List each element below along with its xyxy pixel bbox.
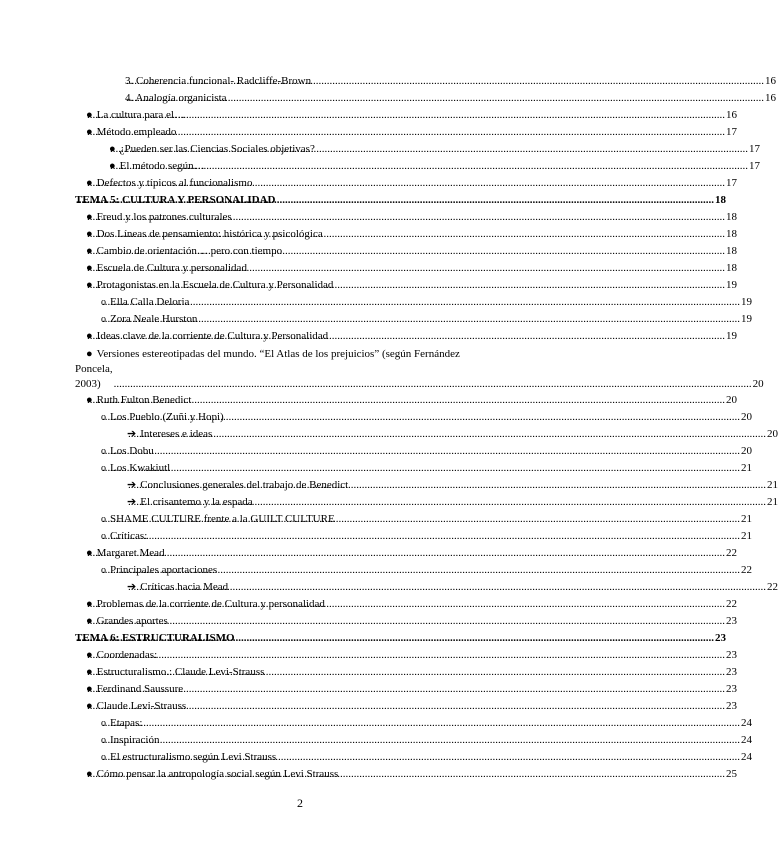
toc-page-number: 16 <box>765 75 776 87</box>
toc-entry[interactable] <box>75 243 737 260</box>
toc-page-number: 20 <box>741 411 752 423</box>
toc-entry[interactable] <box>75 596 737 613</box>
toc-entry[interactable] <box>75 158 760 175</box>
bullet-icon: ● <box>86 348 93 360</box>
toc-entry[interactable] <box>75 345 764 392</box>
toc-entry[interactable] <box>75 715 752 732</box>
dot-leader <box>102 311 740 328</box>
toc-page-number: 22 <box>767 581 778 593</box>
toc-page-number: 21 <box>741 530 752 542</box>
toc-page-number: 22 <box>726 547 737 559</box>
toc-entry-title: Freud y los patrones culturales <box>96 211 232 223</box>
bullet-icon: ● <box>86 279 93 291</box>
bullet-icon: ● <box>86 177 93 189</box>
dot-leader <box>87 698 725 715</box>
toc-entry[interactable] <box>75 562 752 579</box>
toc-entry-title: ¿Pueden ser las Ciencias Sociales objetivas? <box>119 143 315 155</box>
toc-entry-title: Ruth Fulton Benedict <box>96 394 192 406</box>
bullet-icon: ● <box>109 160 116 172</box>
dot-leader <box>128 426 766 443</box>
toc-entry-title: Cómo pensar la antropología social según Levi Strauss <box>96 768 339 780</box>
arrow-right-icon: ➔ <box>127 496 137 508</box>
toc-entry[interactable] <box>75 494 778 511</box>
toc-entry-title: Claude Levi-Strauss <box>96 700 187 712</box>
toc-page-number: 23 <box>726 666 737 678</box>
dot-leader <box>102 511 740 528</box>
toc-entry[interactable] <box>75 613 737 630</box>
toc-page-number: 24 <box>741 734 752 746</box>
toc-entry[interactable] <box>75 460 752 477</box>
toc-page-number: 17 <box>726 177 737 189</box>
circle-bullet-icon: o <box>101 565 106 576</box>
toc-entry[interactable] <box>75 141 760 158</box>
bullet-icon: ● <box>86 245 93 257</box>
dot-leader <box>76 630 714 647</box>
dot-leader <box>87 596 725 613</box>
toc-entry-title: Grandes aportes <box>96 615 168 627</box>
bullet-icon: ● <box>86 768 93 780</box>
dot-leader <box>87 392 725 409</box>
dot-leader <box>87 243 725 260</box>
toc-page-number: 21 <box>767 479 778 491</box>
toc-entry-title: La cultura para el… <box>96 109 185 121</box>
toc-page-number: 16 <box>765 92 776 104</box>
toc-entry-title: 4. Analogía organicista <box>125 92 227 104</box>
circle-bullet-icon: o <box>101 718 106 729</box>
dot-leader <box>87 209 725 226</box>
toc-entry[interactable] <box>75 311 752 328</box>
toc-page-number: 19 <box>741 313 752 325</box>
bullet-icon: ● <box>86 394 93 406</box>
dot-leader <box>128 477 766 494</box>
bullet-icon: ● <box>86 547 93 559</box>
toc-page-number: 20 <box>726 394 737 406</box>
toc-entry-title: Críticas hacia Mead <box>140 581 229 593</box>
toc-entry-title: Ferdinand Saussure <box>96 683 184 695</box>
toc-entry[interactable] <box>75 698 737 715</box>
toc-entry-title: Ideas clave de la corriente de Cultura y Personalidad <box>96 330 329 342</box>
dot-leader <box>87 681 725 698</box>
toc-page-number: 23 <box>726 649 737 661</box>
toc-entry-title-continued: Poncela, 2003) <box>75 363 113 390</box>
circle-bullet-icon: o <box>101 297 106 308</box>
toc-page-number: 17 <box>749 160 760 172</box>
dot-leader <box>76 192 714 209</box>
toc-entry[interactable] <box>75 732 752 749</box>
dot-leader <box>87 277 725 294</box>
toc-entry[interactable] <box>75 409 752 426</box>
dot-leader <box>87 647 725 664</box>
toc-entry[interactable] <box>75 277 737 294</box>
toc-entry[interactable] <box>75 426 778 443</box>
toc-entry[interactable] <box>75 73 776 90</box>
toc-entry-title: Los Kwakiutl <box>110 462 171 474</box>
toc-page-number: 23 <box>726 615 737 627</box>
toc-entry[interactable] <box>75 260 737 277</box>
arrow-right-icon: ➔ <box>127 581 137 593</box>
bullet-icon: ● <box>109 143 116 155</box>
arrow-right-icon: ➔ <box>127 428 137 440</box>
toc-page-number: 21 <box>741 513 752 525</box>
toc-page-number: 19 <box>726 279 737 291</box>
bullet-icon: ● <box>86 649 93 661</box>
toc-entry-title: Zora Neale Hurston <box>110 313 198 325</box>
toc-entry-title: Problemas de la corriente de Cultura y personalidad <box>96 598 325 610</box>
toc-entry-title: Estructuralismo.: Claude Levi-Strauss <box>96 666 265 678</box>
toc-page-number: 23 <box>726 700 737 712</box>
bullet-icon: ● <box>86 109 93 121</box>
dot-leader <box>87 545 725 562</box>
toc-entry[interactable] <box>75 392 737 409</box>
bullet-icon: ● <box>86 126 93 138</box>
dot-leader <box>87 175 725 192</box>
dot-leader <box>87 766 725 783</box>
dot-leader <box>102 749 740 766</box>
toc-entry[interactable] <box>75 90 776 107</box>
toc-entry[interactable] <box>75 192 726 209</box>
toc-entry-title: El estructuralismo según Levi Strauss <box>110 751 277 763</box>
toc-entry-title: TEMA 6: ESTRUCTURALISMO <box>75 632 235 644</box>
circle-bullet-icon: o <box>101 735 106 746</box>
bullet-icon: ● <box>86 262 93 274</box>
toc-entry-title: Protagonistas en la Escuela de Cultura y Personalidad <box>96 279 334 291</box>
toc-entry-title: SHAME CULTURE frente a la GUILT CULTURE <box>110 513 335 525</box>
toc-entry-title: Coordenadas: <box>96 649 158 661</box>
bullet-icon: ● <box>86 598 93 610</box>
toc-page-number: 24 <box>741 717 752 729</box>
bullet-icon: ● <box>86 615 93 627</box>
dot-leader <box>87 124 725 141</box>
toc-page-number: 21 <box>741 462 752 474</box>
bullet-icon: ● <box>86 228 93 240</box>
toc-page-number: 17 <box>726 126 737 138</box>
toc-entry[interactable] <box>75 664 737 681</box>
toc-entry-title: El método según… <box>119 160 205 172</box>
toc-page-number: 18 <box>715 194 726 206</box>
toc-page-number: 20 <box>741 445 752 457</box>
toc-page-number: 22 <box>741 564 752 576</box>
toc-entry-title: Margaret Mead <box>96 547 165 559</box>
toc-entry[interactable] <box>75 209 737 226</box>
bullet-icon: ● <box>86 330 93 342</box>
table-of-contents <box>75 73 778 783</box>
toc-entry[interactable] <box>75 647 737 664</box>
toc-page-number: 18 <box>726 228 737 240</box>
toc-page-number: 23 <box>726 683 737 695</box>
toc-entry-title: Defectos y típicos al funcionalismo <box>96 177 253 189</box>
toc-page-number: 18 <box>726 211 737 223</box>
toc-page-number: 18 <box>726 245 737 257</box>
toc-entry[interactable] <box>75 579 778 596</box>
toc-entry[interactable] <box>75 107 737 124</box>
toc-entry[interactable] <box>75 175 737 192</box>
toc-entry[interactable] <box>75 294 752 311</box>
toc-entry-title: Cambio de orientación… pero con tiempo <box>96 245 283 257</box>
toc-entry[interactable] <box>75 226 737 243</box>
bullet-icon: ● <box>86 666 93 678</box>
toc-entry[interactable] <box>75 477 778 494</box>
toc-entry-title: El crisantemo y la espada <box>140 496 253 508</box>
toc-page-number: 18 <box>726 262 737 274</box>
toc-entry-title: Etapas: <box>110 717 143 729</box>
dot-leader <box>87 107 725 124</box>
dot-leader <box>110 141 748 158</box>
circle-bullet-icon: o <box>101 463 106 474</box>
toc-page-number: 19 <box>726 330 737 342</box>
dot-leader <box>102 528 740 545</box>
dot-leader <box>102 715 740 732</box>
dot-leader <box>102 562 740 579</box>
bullet-icon: ● <box>86 700 93 712</box>
toc-entry[interactable] <box>75 511 752 528</box>
toc-entry-title: Principales aportaciones <box>110 564 218 576</box>
dot-leader <box>87 664 725 681</box>
toc-entry[interactable] <box>75 328 737 345</box>
dot-leader <box>102 443 740 460</box>
toc-entry[interactable] <box>75 443 752 460</box>
dot-leader <box>110 158 748 175</box>
dot-leader <box>102 409 740 426</box>
toc-entry[interactable] <box>75 528 752 545</box>
circle-bullet-icon: o <box>101 752 106 763</box>
toc-page-number: 23 <box>715 632 726 644</box>
toc-entry-title: Versiones estereotipadas del mundo. “El Atlas de los prejuicios” (según Fernández <box>96 348 460 360</box>
toc-page-number: 25 <box>726 768 737 780</box>
toc-page-number: 17 <box>749 143 760 155</box>
toc-entry-title: Escuela de Cultura y personalidad <box>96 262 247 274</box>
bullet-icon: ● <box>86 211 93 223</box>
page-number: 2 <box>297 796 303 810</box>
toc-entry[interactable] <box>75 749 752 766</box>
bullet-icon: ● <box>86 683 93 695</box>
dot-leader <box>128 579 766 596</box>
toc-entry[interactable] <box>75 681 737 698</box>
dot-leader <box>87 226 725 243</box>
circle-bullet-icon: o <box>101 314 106 325</box>
circle-bullet-icon: o <box>101 531 106 542</box>
toc-page-number: 19 <box>741 296 752 308</box>
toc-page-number: 21 <box>767 496 778 508</box>
toc-entry[interactable] <box>75 545 737 562</box>
dot-leader <box>87 260 725 277</box>
toc-entry-title: Conclusiones generales del trabajo de Benedict <box>140 479 349 491</box>
dot-leader <box>102 732 740 749</box>
toc-entry[interactable] <box>75 766 737 783</box>
toc-entry-title: Inspiración <box>110 734 160 746</box>
toc-entry-title: Ella Calla Deloria <box>110 296 190 308</box>
toc-page-number: 20 <box>767 428 778 440</box>
toc-entry-title: Intereses e ideas <box>140 428 213 440</box>
circle-bullet-icon: o <box>101 412 106 423</box>
dot-leader <box>128 494 766 511</box>
toc-entry-title: Los Pueblo (Zuñi y Hopi) <box>110 411 224 423</box>
dot-leader <box>114 377 752 392</box>
toc-page-number: 16 <box>726 109 737 121</box>
toc-page-number: 20 <box>752 378 764 390</box>
circle-bullet-icon: o <box>101 446 106 457</box>
toc-entry-title: 3. Coherencia funcional- Radcliffe-Brown <box>125 75 312 87</box>
dot-leader <box>87 328 725 345</box>
dot-leader <box>102 460 740 477</box>
dot-leader <box>87 613 725 630</box>
toc-entry-title: Método empleado <box>96 126 177 138</box>
circle-bullet-icon: o <box>101 514 106 525</box>
arrow-right-icon: ➔ <box>127 479 137 491</box>
toc-entry-title: Los Dobu <box>110 445 154 457</box>
toc-page-number: 24 <box>741 751 752 763</box>
dot-leader <box>102 294 740 311</box>
toc-entry[interactable] <box>75 124 737 141</box>
dot-leader <box>126 90 764 107</box>
toc-entry-title: Dos Líneas de pensamiento: histórica y psicológica <box>96 228 323 240</box>
toc-entry[interactable] <box>75 630 726 647</box>
dot-leader <box>126 73 764 90</box>
toc-page-number: 22 <box>726 598 737 610</box>
toc-entry-title: Críticas: <box>110 530 148 542</box>
toc-entry-title: TEMA 5: CULTURA Y PERSONALIDAD <box>75 194 276 206</box>
